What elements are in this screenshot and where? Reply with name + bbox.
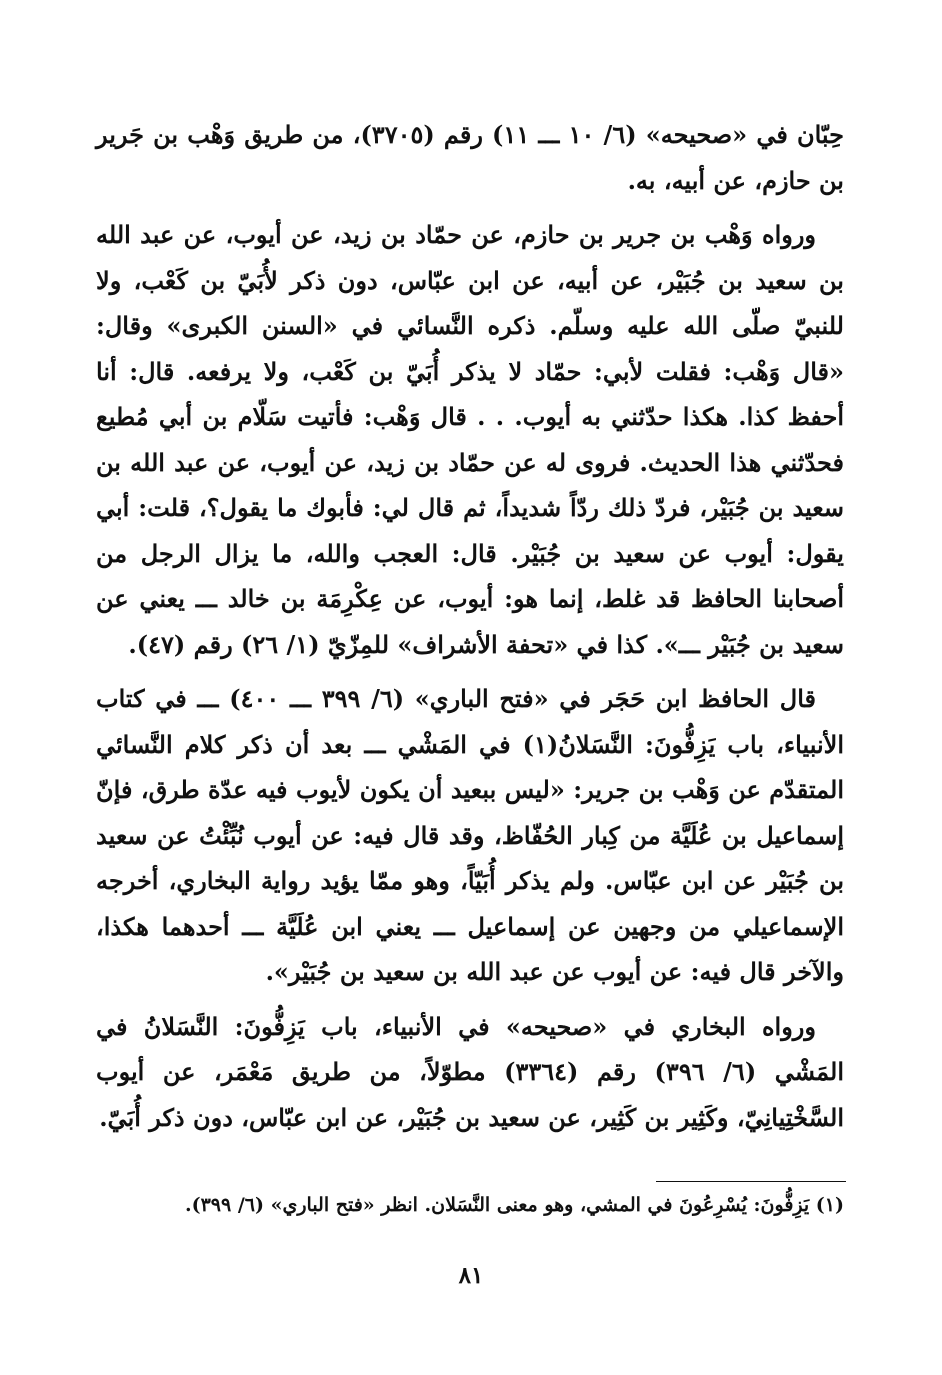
paragraph-1: حِبّان في «صحيحه» (٦/ ١٠ ـــ ١١) رقم (٣٧٠٥)، من طريق وَهْب بن جَرير بن حازم، عن أبيه، به. xyxy=(96,120,844,195)
page-body xyxy=(96,112,844,1149)
footnote: (١) يَزِفُّونَ: يُسْرِعُونَ في المشي، وهو معنى النَّسَلان. انظر «فتح الباري» (٦/ ٣٩٩). xyxy=(184,1194,844,1216)
paragraph-2: ورواه وَهْب بن جرير بن حازم، عن حمّاد بن زيد، عن أيوب، عن عبد الله بن سعيد بن جُبَيْر، عن أبيه، عن ابن عبّاس، دون ذكر لأُبَيّ بن كَعْب، ولا للنبيّ صلّى الله عليه وسلّم. ذكره النَّسائي في «السنن الكبرى» وقال: «قال وَهْب: فقلت لأبي: حمّاد لا يذكر أُبَيّ بن كَعْب، ولا يرفعه. قال: أنا أحفظ كذا. هكذا حدّثني به أيوب. . . قال وَهْب: فأتيت سَلّام بن أبي مُطيع فحدّثني هذا الحديث. فروى له عن حمّاد بن زيد، عن أيوب، عن عبد الله بن سعيد بن جُبَيْر، فردّ ذلك ردّاً شديداً، ثم قال لي: فأبوك ما يقول؟، قلت: أبي يقول: أيوب عن سعيد بن جُبَيْر. قال: العجب والله، ما يزال الرجل من أصحابنا الحافظ قد غلط، إنما هو: أيوب، عن عِكْرِمَة بن خالد ـــ يعني عن سعيد بن جُبَيْر ـــ». كذا في «تحفة الأشراف» للمِزّيّ (١/ ٢٦) رقم (٤٧). xyxy=(96,220,845,659)
paragraph-4: ورواه البخاري في «صحيحه» في الأنبياء، باب يَزِفُّونَ: النَّسَلانُ في المَشْي (٦/ ٣٩٦) رقم (٣٣٦٤) مطوّلاً، من طريق مَعْمَر، عن أيوب السَّخْتِيانِيّ، وكَثِير بن كَثِير، عن سعيد بن جُبَيْر، عن ابن عبّاس، دون ذكر أُبَيّ. xyxy=(96,1011,844,1132)
footnote-separator xyxy=(656,1181,846,1182)
page-number: ٨١ xyxy=(458,1262,484,1289)
paragraph-3: قال الحافظ ابن حَجَر في «فتح الباري» (٦/ ٣٩٩ ـــ ٤٠٠) ـــ في كتاب الأنبياء، باب يَزِفُّونَ: النَّسَلانُ(١) في المَشْي ـــ بعد أن ذكر كلام النَّسائي المتقدّم عن وَهْب بن جرير: «ليس ببعيد أن يكون لأيوب فيه عدّة طرق، فإنّ إسماعيل بن عُلَيَّة من كِبار الحُفّاظ، وقد قال فيه: عن أيوب نُبِّئْتُ عن سعيد بن جُبَيْر عن ابن عبّاس. ولم يذكر أُبَيّاً، وهو ممّا يؤيد رواية البخاري، أخرجه الإسماعيلي من وجهين عن إسماعيل ـــ يعني ابن عُلَيَّة ـــ أحدهما هكذا، والآخر قال فيه: عن أيوب عن عبد الله بن سعيد بن جُبَيْر». xyxy=(96,684,845,986)
